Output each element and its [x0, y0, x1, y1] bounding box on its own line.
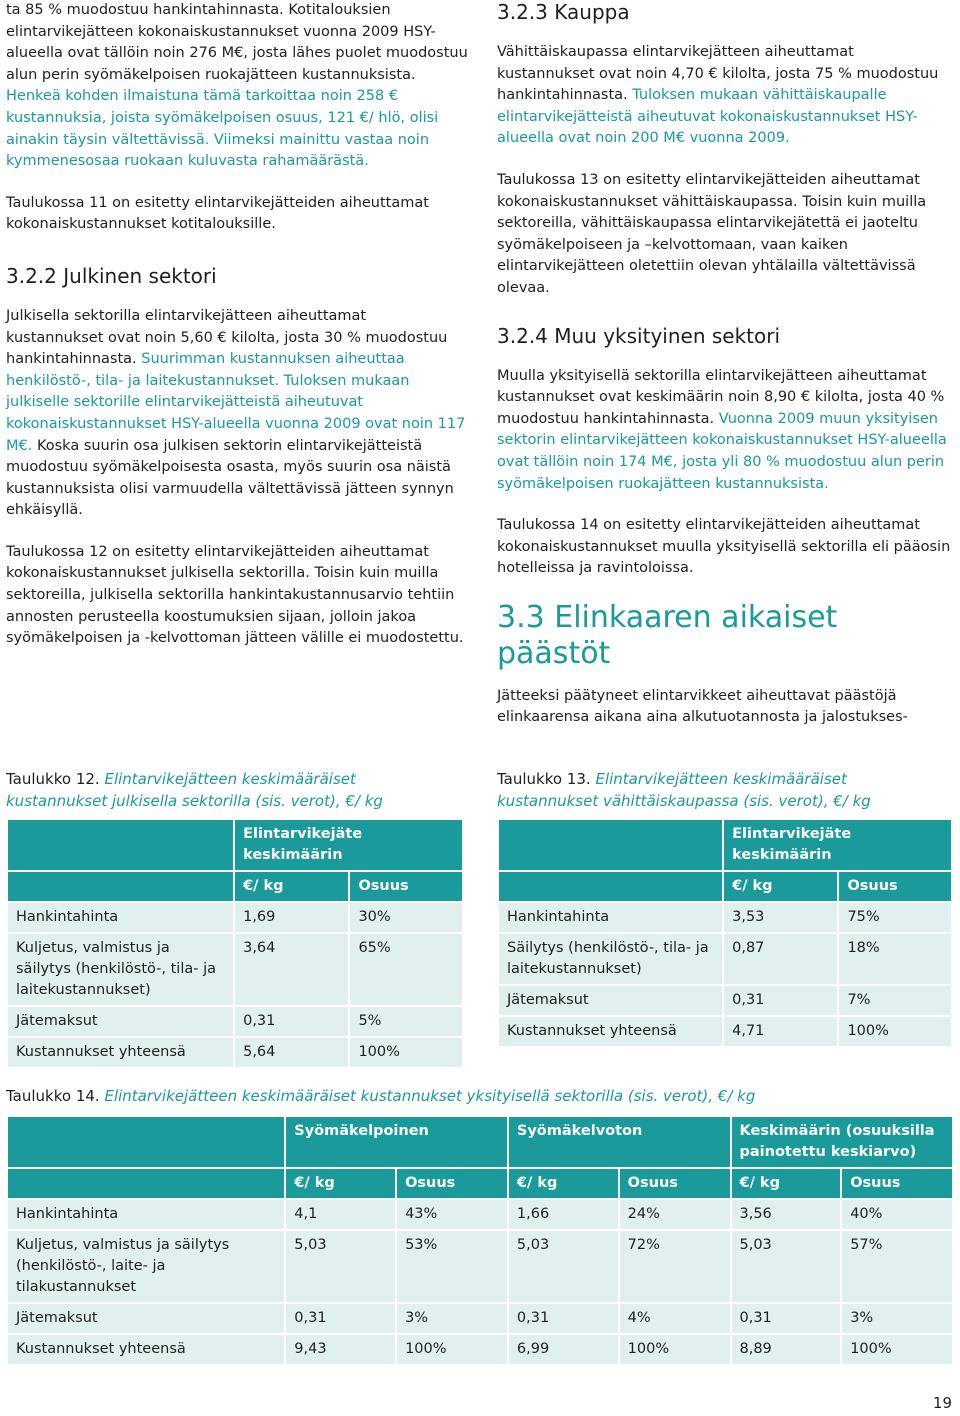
table-col-header: Osuus: [619, 1168, 731, 1199]
cell-value: 75%: [838, 902, 952, 933]
table-header-blank: [7, 871, 234, 902]
cell-value: 0,31: [508, 1303, 619, 1334]
paragraph: Taulukossa 11 on esitetty elintarvikejätteiden aiheuttamat kokonaiskustannukset kotitalouksille.: [6, 194, 429, 233]
table-col-header: €/ kg: [723, 871, 838, 902]
table-12-caption: Taulukko 12. Elintarvikejätteen keskimääräiset kustannukset julkisella sektorilla (sis. verot), €/ kg: [6, 770, 383, 810]
cell-value: 43%: [396, 1199, 508, 1230]
page-number: 19: [932, 1394, 952, 1412]
table-12: [6, 818, 464, 1069]
row-label: Jätemaksut: [498, 985, 723, 1016]
table-col-header: €/ kg: [234, 871, 349, 902]
cell-value: 18%: [838, 933, 952, 985]
cell-value: 6,99: [508, 1334, 619, 1365]
cell-value: 3,64: [234, 933, 349, 1006]
row-label: Kustannukset yhteensä: [498, 1016, 723, 1047]
table-row: [7, 1230, 953, 1303]
cell-value: 24%: [619, 1199, 731, 1230]
cell-value: 5,03: [508, 1230, 619, 1303]
cell-value: 100%: [396, 1334, 508, 1365]
cell-value: 4,71: [723, 1016, 838, 1047]
cell-value: 4,1: [285, 1199, 396, 1230]
table-row: [7, 933, 463, 1006]
table-col-header: €/ kg: [731, 1168, 842, 1199]
table-row: [498, 1016, 952, 1047]
paragraph: Julkisella sektorilla elintarvikejätteen aiheuttamat kustannukset ovat noin 5,60 € kilolta, josta 30 % muodostuu hankintahinnasta. Suurimman kustannuksen aiheuttaa henkilöstö-, tila- ja laitekustannukset. Tuloksen mukaan julkiselle sektorille elintarvikejätteistä aiheutuvat kokonaiskustannukset HSY-alueella vuonna 2009 ovat noin 117 M€. Koska suurin osa julkisen sektorin elintarvikejätteistä muodostuu syömäkelpoisesta osasta, myös suurin osa näistä kustannuksista olisi varmuudella vältettävissä jätteen synnyn ehkäisyllä.: [6, 307, 466, 519]
row-label: Jätemaksut: [7, 1303, 285, 1334]
table-header-blank: [498, 871, 723, 902]
cell-value: 3%: [841, 1303, 953, 1334]
paragraph: Taulukossa 14 on esitetty elintarvikejätteiden aiheuttamat kokonaiskustannukset muulla yksityisellä sektorilla eli pääosin hotelleissa ja ravintoloissa.: [497, 517, 951, 577]
table-col-header: Osuus: [349, 871, 463, 902]
cell-value: 8,89: [731, 1334, 842, 1365]
paragraph: Muulla yksityisellä sektorilla elintarvikejätteen aiheuttamat kustannukset ovat keskimäärin noin 8,90 € kilolta, josta 40 % muodostuu hankintahinnasta. Vuonna 2009 muun yksityisen sektorin elintarvikejätteen kokonaiskustannukset HSY-alueella ovat tällöin noin 174 M€, josta yli 80 % muodostuu alun perin syömäkelpoisen ruokajätteen kustannuksista.: [497, 367, 947, 492]
table-14: [6, 1115, 954, 1366]
cell-value: 57%: [841, 1230, 953, 1303]
table-col-header: €/ kg: [285, 1168, 396, 1199]
section-heading-3-2-4: 3.2.4 Muu yksityinen sektori: [497, 323, 781, 348]
table-row: [498, 933, 952, 985]
table-14-caption: Taulukko 14. Elintarvikejätteen keskimääräiset kustannukset yksityisellä sektorilla (sis. verot), €/ kg: [6, 1087, 756, 1105]
cell-value: 65%: [349, 933, 463, 1006]
table-group-header: Syömäkelpoinen: [285, 1116, 508, 1168]
right-column: [497, 0, 953, 749]
table-group-header: Syömäkelvoton: [508, 1116, 731, 1168]
table-13: [497, 818, 953, 1048]
cell-value: 3,56: [731, 1199, 842, 1230]
table-col-header: Osuus: [838, 871, 952, 902]
table-group-header: Keskimäärin (osuuksilla painotettu keskiarvo): [731, 1116, 954, 1168]
cell-value: 100%: [349, 1037, 463, 1068]
cell-value: 5,64: [234, 1037, 349, 1068]
cell-value: 3%: [396, 1303, 508, 1334]
cell-value: 3,53: [723, 902, 838, 933]
section-heading-3-3: 3.3 Elinkaaren aikaiset päästöt: [497, 599, 838, 671]
section-heading-3-2-3: 3.2.3 Kauppa: [497, 0, 630, 24]
paragraph: Jätteeksi päätyneet elintarvikkeet aiheuttavat päästöjä elinkaarensa aikana aina alkutuotannosta ja jalostukses-: [497, 687, 908, 726]
cell-value: 40%: [841, 1199, 953, 1230]
cell-value: 100%: [841, 1334, 953, 1365]
paragraph: ta 85 % muodostuu hankintahinnasta. Kotitalouksien elintarvikejätteen kokonaiskustannukset vuonna 2009 HSY-alueella ovat tällöin noin 276 M€, josta lähes puolet muodostuu alun perin syömäkelpoisen ruokajätteen kustannuksista. Henkeä kohden ilmaistuna tämä tarkoittaa noin 258 € kustannuksia, joista syömäkelpoisen osuus, 121 €/ hlö, olisi ainakin täysin vältettävissä. Viimeksi mainittu vastaa noin kymmenesosaa ruokaan kuluvasta rahamäärästä.: [6, 2, 468, 170]
cell-value: 7%: [838, 985, 952, 1016]
row-label: Hankintahinta: [7, 1199, 285, 1230]
table-row: [7, 1199, 953, 1230]
table-row: [7, 1334, 953, 1365]
section-heading-3-2-2: 3.2.2 Julkinen sektori: [6, 263, 217, 288]
table-row: [498, 902, 952, 933]
row-label: Kuljetus, valmistus ja säilytys (henkilöstö-, tila- ja laitekustannukset): [7, 933, 234, 1006]
cell-value: 4%: [619, 1303, 731, 1334]
cell-value: 1,69: [234, 902, 349, 933]
table-group-header: Elintarvikejäte keskimäärin: [234, 819, 463, 871]
cell-value: 100%: [619, 1334, 731, 1365]
left-column: [6, 0, 468, 670]
cell-value: 0,87: [723, 933, 838, 985]
cell-value: 0,31: [285, 1303, 396, 1334]
cell-value: 5,03: [285, 1230, 396, 1303]
row-label: Kuljetus, valmistus ja säilytys (henkilöstö-, laite- ja tilakustannukset: [7, 1230, 285, 1303]
cell-value: 5,03: [731, 1230, 842, 1303]
row-label: Hankintahinta: [498, 902, 723, 933]
cell-value: 9,43: [285, 1334, 396, 1365]
table-group-header: Elintarvikejäte keskimäärin: [723, 819, 952, 871]
cell-value: 5%: [349, 1006, 463, 1037]
table-header-blank: [7, 1116, 285, 1168]
cell-value: 100%: [838, 1016, 952, 1047]
table-col-header: Osuus: [396, 1168, 508, 1199]
cell-value: 0,31: [731, 1303, 842, 1334]
table-row: [7, 1006, 463, 1037]
table-row: [7, 902, 463, 933]
table-col-header: Osuus: [841, 1168, 953, 1199]
cell-value: 1,66: [508, 1199, 619, 1230]
row-label: Jätemaksut: [7, 1006, 234, 1037]
row-label: Kustannukset yhteensä: [7, 1334, 285, 1365]
paragraph: Taulukossa 12 on esitetty elintarvikejätteiden aiheuttamat kokonaiskustannukset julkisella sektorilla. Toisin kuin muilla sektoreilla, julkisella sektorilla hankintakustannusarvio tehtiin annosten perusteella koostumuksien sijaan, jolloin jakoa syömäkelpoisen ja -kelvottoman jätteen välille ei muodostettu.: [6, 543, 464, 647]
table-header-blank: [7, 1168, 285, 1199]
table-header-blank: [7, 819, 234, 871]
row-label: Kustannukset yhteensä: [7, 1037, 234, 1068]
paragraph: Vähittäiskaupassa elintarvikejätteen aiheuttamat kustannukset ovat noin 4,70 € kilolta, josta 75 % muodostuu hankintahinnasta. Tuloksen mukaan vähittäiskaupalle elintarvikejätteistä aiheutuvat kokonaiskustannukset HSY-alueella ovat noin 200 M€ vuonna 2009.: [497, 44, 939, 147]
cell-value: 0,31: [723, 985, 838, 1016]
cell-value: 72%: [619, 1230, 731, 1303]
cell-value: 53%: [396, 1230, 508, 1303]
paragraph: Taulukossa 13 on esitetty elintarvikejätteiden aiheuttamat kokonaiskustannukset vähittäiskaupassa. Toisin kuin muilla sektoreilla, vähittäiskaupassa elintarvikejätettä ei jaoteltu syömäkelpoiseen ja –kelvottomaan, vaan kaiken elintarvikejätteen oletettiin olevan yhtälailla vältettävissä olevaa.: [497, 171, 927, 296]
row-label: Säilytys (henkilöstö-, tila- ja laitekustannukset): [498, 933, 723, 985]
table-row: [7, 1037, 463, 1068]
cell-value: 0,31: [234, 1006, 349, 1037]
row-label: Hankintahinta: [7, 902, 234, 933]
table-row: [498, 985, 952, 1016]
table-13-caption: Taulukko 13. Elintarvikejätteen keskimääräiset kustannukset vähittäiskaupassa (sis. verot), €/ kg: [497, 770, 871, 810]
cell-value: 30%: [349, 902, 463, 933]
table-row: [7, 1303, 953, 1334]
table-header-blank: [498, 819, 723, 871]
table-col-header: €/ kg: [508, 1168, 619, 1199]
